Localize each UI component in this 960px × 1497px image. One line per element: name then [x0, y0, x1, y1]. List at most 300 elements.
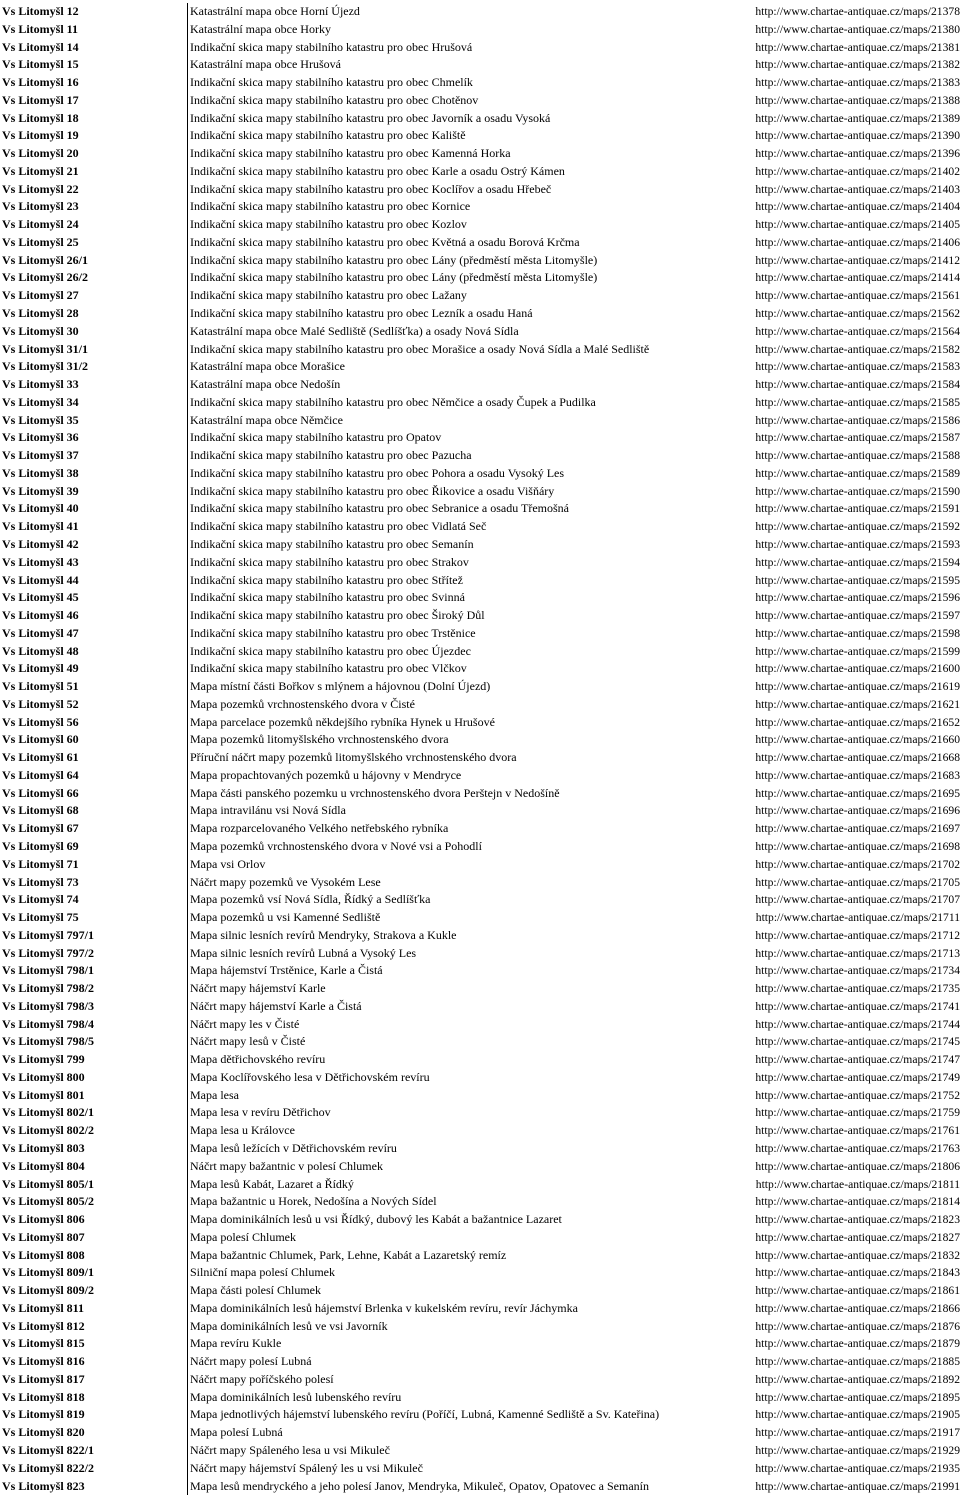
map-url-link[interactable]: http://www.chartae-antiquae.cz/maps/21892 — [755, 1372, 960, 1386]
map-url-link[interactable]: http://www.chartae-antiquae.cz/maps/21741 — [755, 999, 960, 1013]
map-title-cell: Indikační skica mapy stabilního katastru pro obec Široký Důl — [187, 607, 709, 625]
map-title-cell: Mapa bažantnic u Horek, Nedošína a Nových Sídel — [187, 1193, 709, 1211]
map-url-link[interactable]: http://www.chartae-antiquae.cz/maps/21745 — [755, 1035, 960, 1049]
signature-cell: Vs Litomyšl 804 — [2, 1158, 85, 1173]
map-title-cell: Mapa silnic lesních revírů Mendryky, Strakova a Kukle — [187, 927, 709, 945]
table-row — [0, 749, 960, 767]
map-title-cell: Mapa polesí Lubná — [187, 1424, 709, 1442]
map-title-cell: Indikační skica mapy stabilního katastru pro obec Střítež — [187, 572, 709, 590]
map-title-cell: Mapa lesů mendryckého a jeho polesí Janov, Mendryka, Mikuleč, Opatov, Opatovec a Semanín — [187, 1478, 709, 1496]
signature-cell: Vs Litomyšl 809/1 — [2, 1265, 95, 1280]
signature-cell: Vs Litomyšl 805/1 — [2, 1176, 95, 1191]
table-row — [0, 1371, 960, 1389]
map-title-cell: Indikační skica mapy stabilního katastru pro Opatov — [187, 429, 709, 447]
map-title-cell: Silniční mapa polesí Chlumek — [187, 1264, 709, 1282]
signature-cell: Vs Litomyšl 798/4 — [2, 1016, 95, 1031]
table-row — [0, 1318, 960, 1336]
signature-cell: Vs Litomyšl 12 — [2, 4, 79, 18]
map-url-link[interactable]: http://www.chartae-antiquae.cz/maps/21879 — [755, 1337, 960, 1351]
map-title-cell: Indikační skica mapy stabilního katastru pro obec Vidlatá Seč — [187, 518, 709, 536]
table-row — [0, 394, 960, 412]
map-url-link[interactable]: http://www.chartae-antiquae.cz/maps/21587 — [755, 431, 960, 445]
map-title-cell: Mapa dominikálních lesů hájemství Brlenka v kukelském revíru, revír Jáchymka — [187, 1300, 709, 1318]
map-title-cell: Náčrt mapy bažantnic v polesí Chlumek — [187, 1158, 709, 1176]
map-title-cell: Mapa rozparcelovaného Velkého netřebského rybníka — [187, 820, 709, 838]
table-row — [0, 785, 960, 803]
map-title-cell: Mapa dominikálních lesů ve vsi Javorník — [187, 1318, 709, 1336]
table-row — [0, 536, 960, 554]
map-title-cell: Mapa pozemků litomyšlského vrchnostenského dvora — [187, 731, 709, 749]
map-title-cell: Náčrt mapy hájemství Spálený les u vsi Mikuleč — [187, 1460, 709, 1478]
signature-cell: Vs Litomyšl 822/2 — [2, 1460, 95, 1475]
signature-cell: Vs Litomyšl 26/2 — [2, 270, 89, 285]
map-title-cell: Indikační skica mapy stabilního katastru pro obec Strakov — [187, 554, 709, 572]
signature-cell: Vs Litomyšl 46 — [2, 608, 79, 623]
table-row — [0, 1229, 960, 1247]
table-row — [0, 1122, 960, 1140]
table-row — [0, 625, 960, 643]
map-title-cell: Mapa dominikálních lesů lubenského revíru — [187, 1389, 709, 1407]
map-title-cell: Indikační skica mapy stabilního katastru pro obec Řikovice a osadu Višňáry — [187, 483, 709, 501]
table-row — [0, 1424, 960, 1442]
signature-cell: Vs Litomyšl 49 — [2, 661, 79, 676]
map-url-link[interactable]: http://www.chartae-antiquae.cz/maps/21735 — [755, 982, 960, 996]
map-url-link[interactable]: http://www.chartae-antiquae.cz/maps/21696 — [755, 804, 960, 818]
map-title-cell: Mapa lesů ležících v Dětřichovském revíru — [187, 1140, 709, 1158]
map-url-link[interactable]: http://www.chartae-antiquae.cz/maps/21564 — [755, 324, 960, 338]
map-url-link[interactable]: http://www.chartae-antiquae.cz/maps/21588 — [755, 449, 960, 463]
map-title-cell: Indikační skica mapy stabilního katastru pro obec Koclířov a osadu Hřebeč — [187, 181, 709, 199]
map-title-cell: Náčrt mapy Spáleného lesa u vsi Mikuleč — [187, 1442, 709, 1460]
table-row — [0, 500, 960, 518]
map-url-link[interactable]: http://www.chartae-antiquae.cz/maps/21711 — [755, 911, 960, 925]
map-url-link[interactable]: http://www.chartae-antiquae.cz/maps/21811 — [755, 1177, 960, 1191]
table-row — [0, 145, 960, 163]
table-row — [0, 1406, 960, 1424]
signature-cell: Vs Litomyšl 800 — [2, 1069, 85, 1084]
signature-cell: Vs Litomyšl 14 — [2, 39, 79, 54]
map-url-link[interactable]: http://www.chartae-antiquae.cz/maps/21895 — [755, 1390, 960, 1404]
table-row — [0, 1442, 960, 1460]
map-url-link[interactable]: http://www.chartae-antiquae.cz/maps/21827 — [755, 1230, 960, 1244]
map-url-link[interactable]: http://www.chartae-antiquae.cz/maps/21744 — [755, 1017, 960, 1031]
map-url-link[interactable]: http://www.chartae-antiquae.cz/maps/21749 — [755, 1070, 960, 1084]
table-row — [0, 465, 960, 483]
map-url-link[interactable]: http://www.chartae-antiquae.cz/maps/21591 — [755, 502, 960, 516]
map-title-cell: Indikační skica mapy stabilního katastru pro obec Kozlov — [187, 216, 709, 234]
signature-cell: Vs Litomyšl 805/2 — [2, 1194, 95, 1209]
map-title-cell: Mapa lesů Kabát, Lazaret a Řídký — [187, 1176, 709, 1194]
signature-cell: Vs Litomyšl 815 — [2, 1336, 85, 1351]
signature-cell: Vs Litomyšl 33 — [2, 377, 79, 392]
map-title-cell: Mapa parcelace pozemků někdejšího rybníka Hynek u Hrušové — [187, 714, 709, 732]
table-row — [0, 731, 960, 749]
signature-cell: Vs Litomyšl 34 — [2, 394, 79, 409]
map-url-link[interactable]: http://www.chartae-antiquae.cz/maps/21596 — [755, 591, 960, 605]
signature-cell: Vs Litomyšl 22 — [2, 181, 79, 196]
table-row — [0, 1460, 960, 1478]
map-title-cell: Mapa pozemků vrchnostenského dvora v Čisté — [187, 696, 709, 714]
table-row — [0, 358, 960, 376]
map-url-link[interactable]: http://www.chartae-antiquae.cz/maps/21390 — [755, 129, 960, 143]
map-url-link[interactable]: http://www.chartae-antiquae.cz/maps/21402 — [755, 164, 960, 178]
map-url-link[interactable]: http://www.chartae-antiquae.cz/maps/21586 — [755, 413, 960, 427]
signature-cell: Vs Litomyšl 73 — [2, 874, 79, 889]
map-title-cell: Mapa pozemků vsí Nová Sídla, Řídký a Sedlíšťka — [187, 891, 709, 909]
map-url-link[interactable]: http://www.chartae-antiquae.cz/maps/21396 — [755, 147, 960, 161]
signature-cell: Vs Litomyšl 798/5 — [2, 1034, 95, 1049]
signature-cell: Vs Litomyšl 18 — [2, 110, 79, 125]
signature-cell: Vs Litomyšl 16 — [2, 75, 79, 90]
map-url-link[interactable]: http://www.chartae-antiquae.cz/maps/21383 — [755, 76, 960, 90]
map-url-link[interactable]: http://www.chartae-antiquae.cz/maps/21697 — [755, 822, 960, 836]
table-row — [0, 856, 960, 874]
map-title-cell: Indikační skica mapy stabilního katastru pro obec Pazucha — [187, 447, 709, 465]
map-title-cell: Náčrt mapy hájemství Karle a Čistá — [187, 998, 709, 1016]
signature-cell: Vs Litomyšl 798/2 — [2, 981, 95, 996]
map-url-link[interactable]: http://www.chartae-antiquae.cz/maps/21589 — [755, 466, 960, 480]
table-row — [0, 696, 960, 714]
table-row — [0, 181, 960, 199]
table-row — [0, 874, 960, 892]
table-row — [0, 1211, 960, 1229]
signature-cell: Vs Litomyšl 39 — [2, 483, 79, 498]
table-row — [0, 3, 960, 21]
signature-cell: Vs Litomyšl 17 — [2, 92, 79, 107]
signature-cell: Vs Litomyšl 23 — [2, 199, 79, 214]
map-title-cell: Mapa revíru Kukle — [187, 1335, 709, 1353]
table-row — [0, 838, 960, 856]
signature-cell: Vs Litomyšl 40 — [2, 501, 79, 516]
map-title-cell: Indikační skica mapy stabilního katastru pro obec Lány (předměstí města Litomyšle) — [187, 269, 709, 287]
map-url-link[interactable]: http://www.chartae-antiquae.cz/maps/21761 — [755, 1124, 960, 1138]
signature-cell: Vs Litomyšl 816 — [2, 1354, 85, 1369]
signature-cell: Vs Litomyšl 43 — [2, 554, 79, 569]
map-url-link[interactable]: http://www.chartae-antiquae.cz/maps/21595 — [755, 573, 960, 587]
table-row — [0, 643, 960, 661]
map-url-link[interactable]: http://www.chartae-antiquae.cz/maps/21707 — [755, 893, 960, 907]
map-title-cell: Indikační skica mapy stabilního katastru pro obec Svinná — [187, 589, 709, 607]
map-url-link[interactable]: http://www.chartae-antiquae.cz/maps/21561 — [755, 289, 960, 303]
signature-cell: Vs Litomyšl 30 — [2, 323, 79, 338]
map-title-cell: Indikační skica mapy stabilního katastru pro obec Sebranice a osadu Třemošná — [187, 500, 709, 518]
signature-cell: Vs Litomyšl 47 — [2, 625, 79, 640]
map-title-cell: Mapa místní části Bořkov s mlýnem a hájovnou (Dolní Újezd) — [187, 678, 709, 696]
signature-cell: Vs Litomyšl 798/1 — [2, 963, 95, 978]
map-title-cell: Náčrt mapy hájemství Karle — [187, 980, 709, 998]
table-row — [0, 341, 960, 359]
map-title-cell: Mapa dominikálních lesů u vsi Řídký, dubový les Kabát a bažantnice Lazaret — [187, 1211, 709, 1229]
map-url-link[interactable]: http://www.chartae-antiquae.cz/maps/21585 — [755, 395, 960, 409]
map-title-cell: Mapa intravilánu vsi Nová Sídla — [187, 802, 709, 820]
map-url-link[interactable]: http://www.chartae-antiquae.cz/maps/21388 — [755, 93, 960, 107]
signature-cell: Vs Litomyšl 799 — [2, 1052, 85, 1067]
map-url-link[interactable]: http://www.chartae-antiquae.cz/maps/21381 — [755, 40, 960, 54]
map-url-link[interactable]: http://www.chartae-antiquae.cz/maps/21866 — [755, 1301, 960, 1315]
signature-cell: Vs Litomyšl 15 — [2, 57, 79, 72]
map-title-cell: Katastrální mapa obce Němčice — [187, 412, 709, 430]
map-url-link[interactable]: http://www.chartae-antiquae.cz/maps/21885 — [755, 1355, 960, 1369]
map-url-link[interactable]: http://www.chartae-antiquae.cz/maps/21403 — [755, 182, 960, 196]
map-url-link[interactable]: http://www.chartae-antiquae.cz/maps/21695 — [755, 786, 960, 800]
map-title-cell: Indikační skica mapy stabilního katastru pro obec Hrušová — [187, 39, 709, 57]
signature-cell: Vs Litomyšl 812 — [2, 1318, 85, 1333]
map-title-cell: Mapa části polesí Chlumek — [187, 1282, 709, 1300]
table-row — [0, 891, 960, 909]
table-row — [0, 269, 960, 287]
map-url-link[interactable]: http://www.chartae-antiquae.cz/maps/21583 — [755, 360, 960, 374]
map-url-link[interactable]: http://www.chartae-antiquae.cz/maps/21876 — [755, 1319, 960, 1333]
signature-cell: Vs Litomyšl 64 — [2, 767, 79, 782]
table-row — [0, 678, 960, 696]
map-url-link[interactable]: http://www.chartae-antiquae.cz/maps/21713 — [755, 946, 960, 960]
table-row — [0, 1353, 960, 1371]
signature-cell: Vs Litomyšl 19 — [2, 128, 79, 143]
table-row — [0, 1104, 960, 1122]
table-row — [0, 980, 960, 998]
map-title-cell: Indikační skica mapy stabilního katastru pro obec Trstěnice — [187, 625, 709, 643]
table-row — [0, 909, 960, 927]
signature-cell: Vs Litomyšl 818 — [2, 1389, 85, 1404]
signature-cell: Vs Litomyšl 51 — [2, 679, 79, 694]
map-index-table — [0, 3, 960, 1495]
map-url-link[interactable]: http://www.chartae-antiquae.cz/maps/21652 — [755, 715, 960, 729]
signature-cell: Vs Litomyšl 807 — [2, 1229, 85, 1244]
table-row — [0, 1335, 960, 1353]
map-url-link[interactable]: http://www.chartae-antiquae.cz/maps/21991 — [755, 1479, 960, 1493]
map-url-link[interactable]: http://www.chartae-antiquae.cz/maps/21814 — [755, 1195, 960, 1209]
table-row — [0, 198, 960, 216]
map-url-link[interactable]: http://www.chartae-antiquae.cz/maps/21702 — [755, 857, 960, 871]
signature-cell: Vs Litomyšl 820 — [2, 1425, 85, 1440]
map-url-link[interactable]: http://www.chartae-antiquae.cz/maps/21747 — [755, 1053, 960, 1067]
map-title-cell: Příruční náčrt mapy pozemků litomyšlského vrchnostenského dvora — [187, 749, 709, 767]
table-row — [0, 21, 960, 39]
map-title-cell: Indikační skica mapy stabilního katastru pro obec Lažany — [187, 287, 709, 305]
signature-cell: Vs Litomyšl 24 — [2, 217, 79, 232]
signature-cell: Vs Litomyšl 11 — [2, 21, 79, 36]
signature-cell: Vs Litomyšl 45 — [2, 590, 79, 605]
map-url-link[interactable]: http://www.chartae-antiquae.cz/maps/21917 — [755, 1426, 960, 1440]
map-title-cell: Katastrální mapa obce Morašice — [187, 358, 709, 376]
map-url-link[interactable]: http://www.chartae-antiquae.cz/maps/21582 — [755, 342, 960, 356]
map-title-cell: Indikační skica mapy stabilního katastru pro obec Lány (předměstí města Litomyšle) — [187, 252, 709, 270]
table-row — [0, 412, 960, 430]
signature-cell: Vs Litomyšl 48 — [2, 643, 79, 658]
map-url-link[interactable]: http://www.chartae-antiquae.cz/maps/21412 — [755, 253, 960, 267]
map-url-link[interactable]: http://www.chartae-antiquae.cz/maps/21683 — [755, 768, 960, 782]
table-row — [0, 1389, 960, 1407]
table-row — [0, 39, 960, 57]
signature-cell: Vs Litomyšl 802/2 — [2, 1123, 95, 1138]
map-url-link[interactable]: http://www.chartae-antiquae.cz/maps/21378 — [755, 5, 960, 18]
map-title-cell: Mapa lesa — [187, 1087, 709, 1105]
map-url-link[interactable]: http://www.chartae-antiquae.cz/maps/21823 — [755, 1213, 960, 1227]
map-url-link[interactable]: http://www.chartae-antiquae.cz/maps/21759 — [755, 1106, 960, 1120]
table-row — [0, 429, 960, 447]
map-url-link[interactable]: http://www.chartae-antiquae.cz/maps/21660 — [755, 733, 960, 747]
table-row — [0, 110, 960, 128]
map-title-cell: Katastrální mapa obce Horní Újezd — [187, 3, 709, 21]
map-url-link[interactable]: http://www.chartae-antiquae.cz/maps/21562 — [755, 307, 960, 321]
signature-cell: Vs Litomyšl 68 — [2, 803, 79, 818]
map-url-link[interactable]: http://www.chartae-antiquae.cz/maps/21404 — [755, 200, 960, 214]
table-row — [0, 1087, 960, 1105]
map-url-link[interactable]: http://www.chartae-antiquae.cz/maps/21389 — [755, 111, 960, 125]
signature-cell: Vs Litomyšl 41 — [2, 519, 79, 534]
map-url-link[interactable]: http://www.chartae-antiquae.cz/maps/21600 — [755, 662, 960, 676]
map-url-link[interactable]: http://www.chartae-antiquae.cz/maps/21705 — [755, 875, 960, 889]
map-url-link[interactable]: http://www.chartae-antiquae.cz/maps/21599 — [755, 644, 960, 658]
signature-cell: Vs Litomyšl 60 — [2, 732, 79, 747]
map-url-link[interactable]: http://www.chartae-antiquae.cz/maps/21584 — [755, 378, 960, 392]
map-url-link[interactable]: http://www.chartae-antiquae.cz/maps/21598 — [755, 626, 960, 640]
map-title-cell: Indikační skica mapy stabilního katastru pro obec Kamenná Horka — [187, 145, 709, 163]
map-title-cell: Indikační skica mapy stabilního katastru pro obec Javorník a osadu Vysoká — [187, 110, 709, 128]
map-title-cell: Indikační skica mapy stabilního katastru pro obec Vlčkov — [187, 660, 709, 678]
map-title-cell: Indikační skica mapy stabilního katastru pro obec Chmelík — [187, 74, 709, 92]
map-title-cell: Mapa silnic lesních revírů Lubná a Vysoký Les — [187, 945, 709, 963]
map-url-link[interactable]: http://www.chartae-antiquae.cz/maps/21734 — [755, 964, 960, 978]
map-url-link[interactable]: http://www.chartae-antiquae.cz/maps/21380 — [755, 22, 960, 36]
map-title-cell: Mapa bažantnic Chlumek, Park, Lehne, Kabát a Lazaretský remíz — [187, 1247, 709, 1265]
map-url-link[interactable]: http://www.chartae-antiquae.cz/maps/21619 — [755, 680, 960, 694]
map-title-cell: Mapa pozemků u vsi Kamenné Sedliště — [187, 909, 709, 927]
map-title-cell: Mapa části panského pozemku u vrchnostenského dvora Perštejn v Nedošíně — [187, 785, 709, 803]
signature-cell: Vs Litomyšl 811 — [2, 1300, 85, 1315]
map-url-link[interactable]: http://www.chartae-antiquae.cz/maps/21752 — [755, 1088, 960, 1102]
table-row — [0, 376, 960, 394]
map-url-link[interactable]: http://www.chartae-antiquae.cz/maps/21590 — [755, 484, 960, 498]
table-row — [0, 607, 960, 625]
signature-cell: Vs Litomyšl 808 — [2, 1247, 85, 1262]
signature-cell: Vs Litomyšl 31/1 — [2, 341, 89, 356]
map-url-link[interactable]: http://www.chartae-antiquae.cz/maps/21594 — [755, 555, 960, 569]
signature-cell: Vs Litomyšl 817 — [2, 1371, 85, 1386]
map-title-cell: Mapa jednotlivých hájemství lubenského revíru (Poříčí, Lubná, Kamenné Sedliště a Sv. Kateřina) — [187, 1406, 709, 1424]
map-title-cell: Indikační skica mapy stabilního katastru pro obec Chotěnov — [187, 92, 709, 110]
signature-cell: Vs Litomyšl 69 — [2, 838, 79, 853]
map-title-cell: Mapa lesa v revíru Dětřichov — [187, 1104, 709, 1122]
table-row — [0, 163, 960, 181]
signature-cell: Vs Litomyšl 37 — [2, 448, 79, 463]
map-url-link[interactable]: http://www.chartae-antiquae.cz/maps/21763 — [755, 1142, 960, 1155]
signature-cell: Vs Litomyšl 823 — [2, 1478, 85, 1493]
table-row — [0, 127, 960, 145]
table-row — [0, 714, 960, 732]
map-url-link[interactable]: http://www.chartae-antiquae.cz/maps/21929 — [755, 1444, 960, 1458]
table-row — [0, 1158, 960, 1176]
map-title-cell: Indikační skica mapy stabilního katastru pro obec Němčice a osady Čupek a Pudilka — [187, 394, 709, 412]
map-title-cell: Katastrální mapa obce Horky — [187, 21, 709, 39]
table-row — [0, 56, 960, 74]
map-url-link[interactable]: http://www.chartae-antiquae.cz/maps/21406 — [755, 235, 960, 249]
signature-cell: Vs Litomyšl 28 — [2, 306, 79, 321]
map-title-cell: Mapa polesí Chlumek — [187, 1229, 709, 1247]
map-title-cell: Mapa Koclířovského lesa v Dětřichovském revíru — [187, 1069, 709, 1087]
table-row — [0, 518, 960, 536]
table-row — [0, 1282, 960, 1300]
table-row — [0, 1016, 960, 1034]
signature-cell: Vs Litomyšl 26/1 — [2, 252, 89, 267]
signature-cell: Vs Litomyšl 42 — [2, 536, 79, 551]
signature-cell: Vs Litomyšl 798/3 — [2, 998, 95, 1013]
signature-cell: Vs Litomyšl 52 — [2, 696, 79, 711]
map-url-link[interactable]: http://www.chartae-antiquae.cz/maps/21414 — [755, 271, 960, 285]
signature-cell: Vs Litomyšl 801 — [2, 1087, 85, 1102]
map-title-cell: Náčrt mapy les v Čisté — [187, 1016, 709, 1034]
map-title-cell: Indikační skica mapy stabilního katastru pro obec Kornice — [187, 198, 709, 216]
table-row — [0, 927, 960, 945]
signature-cell: Vs Litomyšl 819 — [2, 1407, 85, 1422]
signature-cell: Vs Litomyšl 21 — [2, 163, 79, 178]
signature-cell: Vs Litomyšl 35 — [2, 412, 79, 427]
table-row — [0, 305, 960, 323]
map-title-cell: Katastrální mapa obce Hrušová — [187, 56, 709, 74]
table-row — [0, 998, 960, 1016]
map-url-link[interactable]: http://www.chartae-antiquae.cz/maps/21405 — [755, 218, 960, 232]
map-url-link[interactable]: http://www.chartae-antiquae.cz/maps/21935 — [755, 1461, 960, 1475]
map-url-link[interactable]: http://www.chartae-antiquae.cz/maps/21597 — [755, 609, 960, 623]
map-title-cell: Náčrt mapy polesí Lubná — [187, 1353, 709, 1371]
map-url-link[interactable]: http://www.chartae-antiquae.cz/maps/21861 — [755, 1284, 960, 1298]
map-title-cell: Mapa pozemků vrchnostenského dvora v Nové vsi a Pohodlí — [187, 838, 709, 856]
map-url-link[interactable]: http://www.chartae-antiquae.cz/maps/21832 — [755, 1248, 960, 1262]
signature-cell: Vs Litomyšl 75 — [2, 910, 79, 925]
signature-cell: Vs Litomyšl 822/1 — [2, 1443, 95, 1458]
map-url-link[interactable]: http://www.chartae-antiquae.cz/maps/21621 — [755, 697, 960, 711]
map-url-link[interactable]: http://www.chartae-antiquae.cz/maps/21905 — [755, 1408, 960, 1422]
signature-cell: Vs Litomyšl 56 — [2, 714, 79, 729]
signature-cell: Vs Litomyšl 36 — [2, 430, 79, 445]
map-title-cell: Indikační skica mapy stabilního katastru pro obec Újezdec — [187, 643, 709, 661]
table-row — [0, 820, 960, 838]
map-url-link[interactable]: http://www.chartae-antiquae.cz/maps/21806 — [755, 1159, 960, 1173]
map-url-link[interactable]: http://www.chartae-antiquae.cz/maps/21843 — [755, 1266, 960, 1280]
map-url-link[interactable]: http://www.chartae-antiquae.cz/maps/21712 — [755, 928, 960, 942]
map-title-cell: Katastrální mapa obce Malé Sedliště (Sedlíšťka) a osady Nová Sídla — [187, 323, 709, 341]
table-row — [0, 589, 960, 607]
map-url-link[interactable]: http://www.chartae-antiquae.cz/maps/21668 — [755, 751, 960, 765]
table-row — [0, 447, 960, 465]
map-url-link[interactable]: http://www.chartae-antiquae.cz/maps/21382 — [755, 58, 960, 72]
map-url-link[interactable]: http://www.chartae-antiquae.cz/maps/21592 — [755, 520, 960, 534]
map-url-link[interactable]: http://www.chartae-antiquae.cz/maps/21698 — [755, 839, 960, 853]
signature-cell: Vs Litomyšl 20 — [2, 146, 79, 161]
signature-cell: Vs Litomyšl 802/1 — [2, 1105, 95, 1120]
map-url-link[interactable]: http://www.chartae-antiquae.cz/maps/21593 — [755, 537, 960, 551]
table-row — [0, 1051, 960, 1069]
table-row — [0, 802, 960, 820]
signature-cell: Vs Litomyšl 44 — [2, 572, 79, 587]
signature-cell: Vs Litomyšl 803 — [2, 1141, 85, 1155]
map-title-cell: Indikační skica mapy stabilního katastru pro obec Karle a osadu Ostrý Kámen — [187, 163, 709, 181]
table-row — [0, 962, 960, 980]
table-row — [0, 234, 960, 252]
table-row — [0, 1140, 960, 1158]
map-title-cell: Mapa propachtovaných pozemků u hájovny v Mendryce — [187, 767, 709, 785]
table-row — [0, 216, 960, 234]
table-row — [0, 74, 960, 92]
map-title-cell: Indikační skica mapy stabilního katastru pro obec Květná a osadu Borová Krčma — [187, 234, 709, 252]
signature-cell: Vs Litomyšl 74 — [2, 892, 79, 907]
map-title-cell: Indikační skica mapy stabilního katastru pro obec Pohora a osadu Vysoký Les — [187, 465, 709, 483]
map-title-cell: Mapa lesa u Královce — [187, 1122, 709, 1140]
table-row — [0, 1478, 960, 1496]
map-title-cell: Indikační skica mapy stabilního katastru pro obec Semanín — [187, 536, 709, 554]
signature-cell: Vs Litomyšl 66 — [2, 785, 79, 800]
signature-cell: Vs Litomyšl 809/2 — [2, 1283, 95, 1298]
